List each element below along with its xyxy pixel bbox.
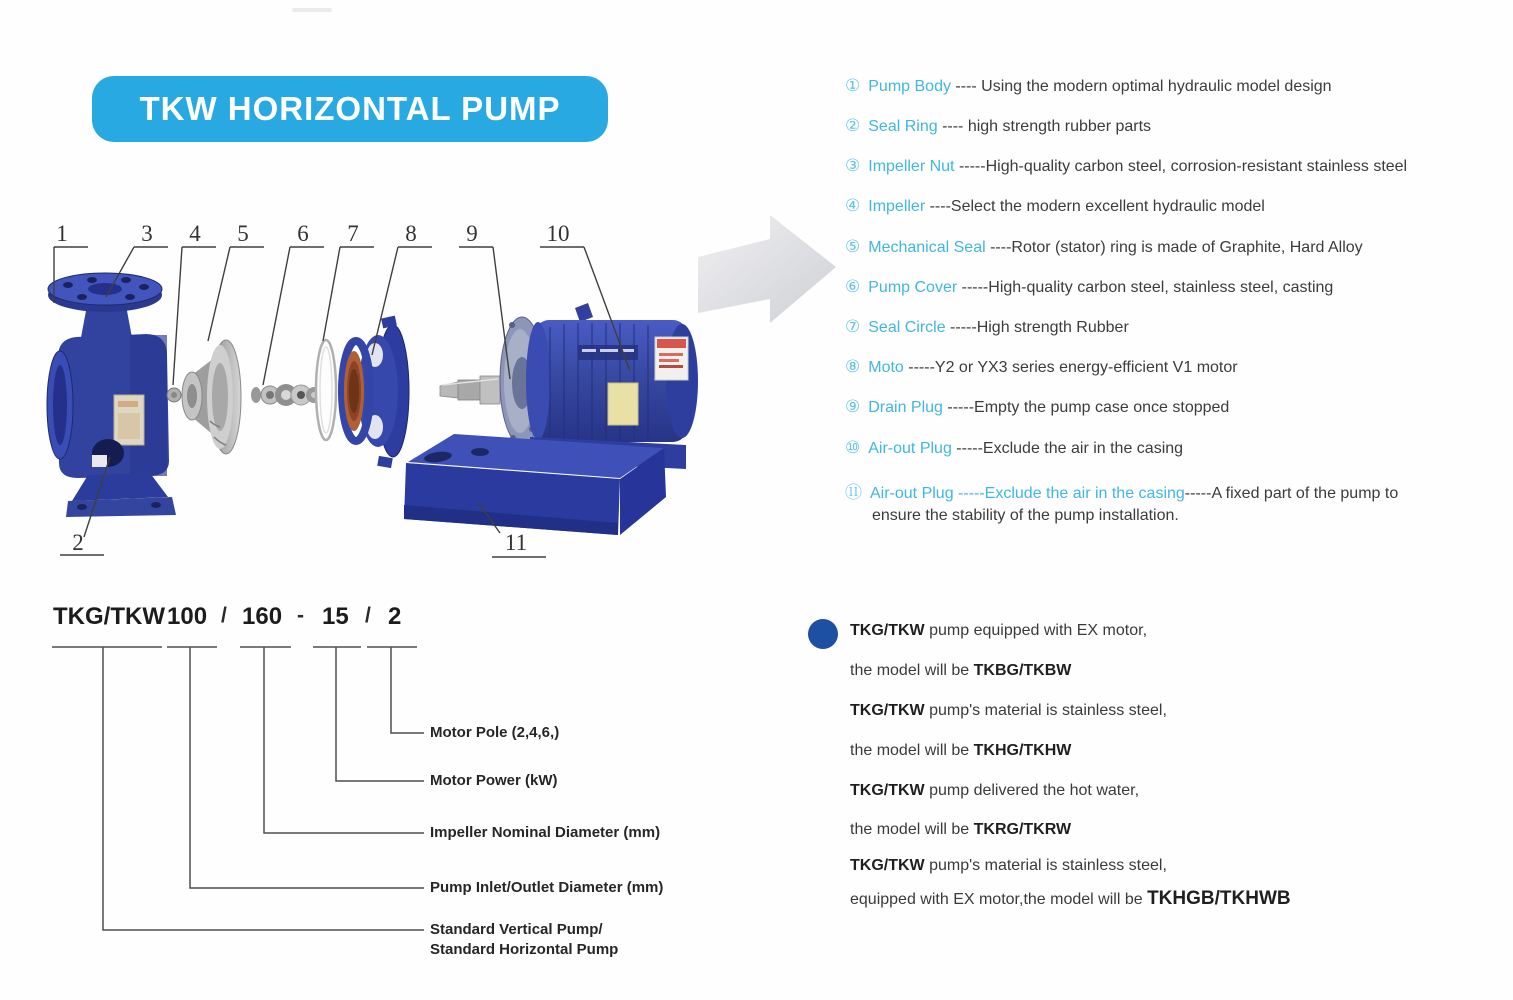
part-item-9 xyxy=(845,397,1500,417)
part-item-7 xyxy=(845,317,1500,337)
callout-9: 9 xyxy=(466,221,478,246)
part-name: Seal Ring xyxy=(868,118,938,135)
part-desc-line2: ensure the stability of the pump installation. xyxy=(872,507,1179,524)
callout-7: 7 xyxy=(347,221,359,246)
note-line-1: TKG/TKW pump equipped with EX motor, xyxy=(850,622,1148,639)
part-desc: ---- high strength rubber parts xyxy=(937,118,1152,135)
label-motor-pole: Motor Pole (2,4,6,) xyxy=(430,724,560,741)
callout-3: 3 xyxy=(141,221,153,246)
part-name: Pump Body xyxy=(868,78,951,95)
callout-4: 4 xyxy=(189,221,201,246)
scan-artifact xyxy=(292,8,332,12)
part-item-3 xyxy=(845,156,1500,176)
callout-6: 6 xyxy=(297,221,309,246)
model-code-connector-lines xyxy=(0,600,450,980)
circled-number: ⑨ xyxy=(845,397,861,416)
part-name: Seal Circle xyxy=(868,319,946,336)
part-desc: -----High strength Rubber xyxy=(945,319,1129,336)
note-line-2: the model will be TKBG/TKBW xyxy=(850,662,1072,679)
part-desc: -----A fixed part of the pump to xyxy=(1184,485,1399,502)
code-dash: - xyxy=(297,604,304,627)
label-motor-power: Motor Power (kW) xyxy=(430,772,558,789)
arrow-right-graphic xyxy=(698,215,836,323)
exploded-pump-diagram xyxy=(30,205,840,590)
note-line-3: TKG/TKW pump's material is stainless steel, xyxy=(850,702,1167,719)
note-line-4: the model will be TKHG/TKHW xyxy=(850,742,1072,759)
callout-5: 5 xyxy=(237,221,249,246)
page-title: TKW HORIZONTAL PUMP xyxy=(139,90,561,127)
part-name: Impeller xyxy=(868,198,926,215)
part-name: Air-out Plug xyxy=(870,485,954,502)
label-standard-horizontal: Standard Horizontal Pump xyxy=(430,941,619,958)
part-item-1 xyxy=(845,76,1500,96)
part-item-8 xyxy=(845,357,1500,377)
mechanical-seal-illustration xyxy=(251,384,322,406)
circled-number: ⑩ xyxy=(845,438,861,457)
pump-body-illustration xyxy=(47,273,176,517)
part-desc-cyan: -----Exclude the air in the casing xyxy=(953,485,1185,502)
circled-number: ⑥ xyxy=(845,277,861,296)
part-desc: -----Exclude the air in the casing xyxy=(951,440,1184,457)
note-line-5: TKG/TKW pump delivered the hot water, xyxy=(850,782,1140,799)
part-item-11 xyxy=(845,478,1500,525)
part-item-5 xyxy=(845,237,1500,257)
circled-number: ⑦ xyxy=(845,317,861,336)
motor-illustration xyxy=(440,303,698,445)
circled-number: ② xyxy=(845,116,861,135)
base-illustration xyxy=(404,434,686,535)
code-slash-2: / xyxy=(365,604,371,627)
part-desc: ---- Using the modern optimal hydraulic model design xyxy=(950,78,1332,95)
callout-10: 10 xyxy=(546,221,570,246)
label-standard-vertical: Standard Vertical Pump/ xyxy=(430,921,603,938)
circled-number: ③ xyxy=(845,156,861,175)
note-line-7: TKG/TKW pump's material is stainless steel, xyxy=(850,857,1167,874)
note-line-8: equipped with EX motor,the model will be TKHGB/TKHWB xyxy=(850,888,1291,909)
code-motor-power: 15 xyxy=(322,603,349,630)
code-series: TKG/TKW xyxy=(53,603,165,630)
part-desc: -----Empty the pump case once stopped xyxy=(942,399,1230,416)
callout-8: 8 xyxy=(405,221,417,246)
part-name: Pump Cover xyxy=(868,279,958,296)
title-banner xyxy=(92,76,608,142)
circled-number: ① xyxy=(845,76,861,95)
callout-2: 2 xyxy=(72,530,84,555)
circled-number: ⑤ xyxy=(845,237,861,256)
callout-1: 1 xyxy=(56,221,68,246)
part-item-2 xyxy=(845,116,1500,136)
note-line-6: the model will be TKRG/TKRW xyxy=(850,821,1072,838)
label-inlet-outlet: Pump Inlet/Outlet Diameter (mm) xyxy=(430,879,664,896)
part-desc: ----Select the modern excellent hydraulic model xyxy=(925,198,1265,215)
part-item-10 xyxy=(845,438,1500,458)
part-desc: -----Y2 or YX3 series energy-efficient V1 motor xyxy=(903,359,1238,376)
code-slash-1: / xyxy=(221,604,227,627)
part-desc: ----Rotor (stator) ring is made of Graphite, Hard Alloy xyxy=(985,239,1363,256)
code-inlet-outlet: 100 xyxy=(167,603,208,630)
callout-11: 11 xyxy=(504,530,528,555)
code-motor-pole: 2 xyxy=(388,603,402,630)
bullet-dot xyxy=(808,619,838,649)
circled-number: ④ xyxy=(845,196,861,215)
part-item-4 xyxy=(845,196,1500,216)
part-item-6 xyxy=(845,277,1500,297)
circled-number: ⑪ xyxy=(845,483,862,502)
part-name: Moto xyxy=(868,359,904,376)
part-desc: -----High-quality carbon steel, corrosion-resistant stainless steel xyxy=(954,158,1408,175)
seal-circle-illustration xyxy=(316,340,336,440)
code-impeller-dia: 160 xyxy=(242,603,283,630)
part-desc: -----High-quality carbon steel, stainless steel, casting xyxy=(957,279,1334,296)
label-impeller-dia: Impeller Nominal Diameter (mm) xyxy=(430,824,661,841)
part-name: Air-out Plug xyxy=(868,440,952,457)
part-name: Drain Plug xyxy=(868,399,943,416)
part-name: Mechanical Seal xyxy=(868,239,986,256)
impeller-illustration xyxy=(167,340,241,454)
circled-number: ⑧ xyxy=(845,357,861,376)
part-name: Impeller Nut xyxy=(868,158,955,175)
